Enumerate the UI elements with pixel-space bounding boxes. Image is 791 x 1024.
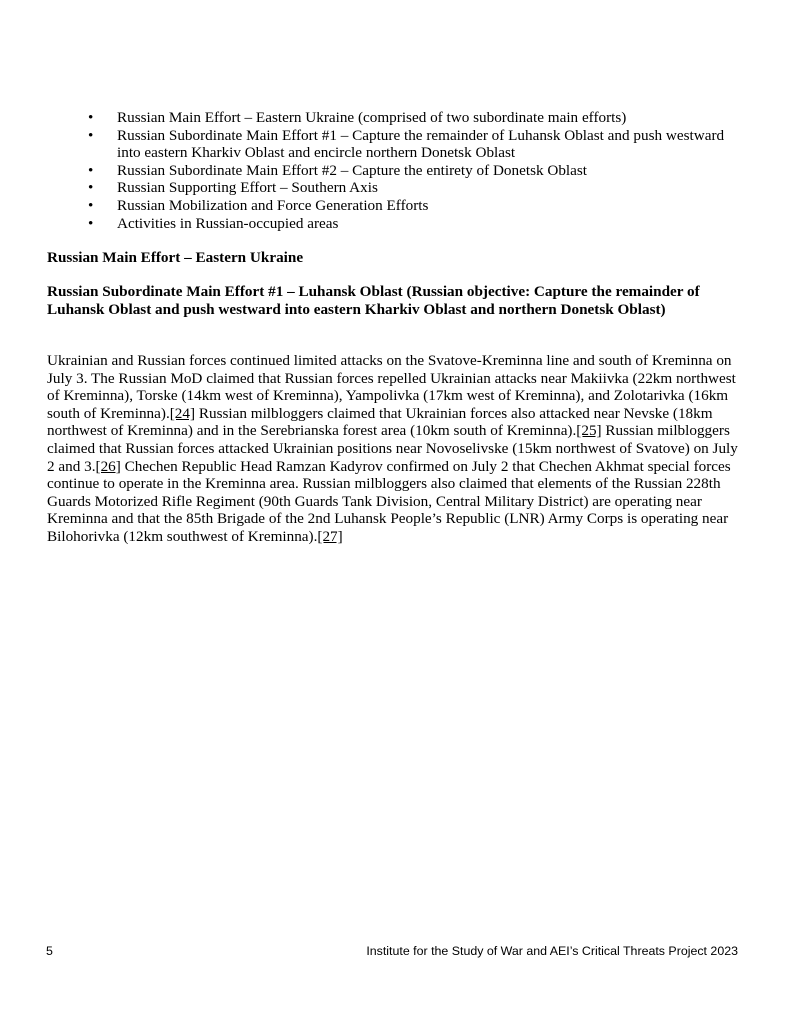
paragraph-text: Chechen Republic Head Ramzan Kadyrov confirmed on July 2 that Chechen Akhmat special forces continue to operate in the Kreminna area. Russian milbloggers also claimed that elements of the Russian 228th Guards Motorized Rifle Regiment (90th Guards Tank Division, Central Military District) are operating near Kreminna and that the 85th Brigade of the 2nd Luhansk People’s Republic (LNR) Army Corps is operating near Bilohorivka (12km southwest of Kreminna). xyxy=(47,457,731,545)
list-item xyxy=(88,127,748,162)
bullet-marker: • xyxy=(88,179,94,197)
section-heading: Russian Main Effort – Eastern Ukraine xyxy=(47,249,304,266)
list-item-text: Activities in Russian-occupied areas xyxy=(117,214,339,232)
list-item xyxy=(88,215,748,233)
list-item-text: Russian Supporting Effort – Southern Axis xyxy=(117,179,378,197)
footnote-link-24[interactable]: [24] xyxy=(169,404,196,422)
bullet-marker: • xyxy=(88,161,94,179)
body-paragraph xyxy=(47,352,747,546)
bullet-marker: • xyxy=(88,109,94,126)
list-item-text: Russian Subordinate Main Effort #1 – Capture the remainder of Luhansk Oblast and push westward into eastern Kharkiv Oblast and encircle northern Donetsk Oblast xyxy=(117,126,725,162)
bullet-marker: • xyxy=(88,214,94,232)
topic-bullet-list xyxy=(88,109,748,232)
subsection-heading: Russian Subordinate Main Effort #1 – Luhansk Oblast (Russian objective: Capture the remainder of Luhansk Oblast and push westward into eastern Kharkiv Oblast and northern Donetsk Oblast) xyxy=(47,283,700,318)
footnote-link-26[interactable]: [26] xyxy=(95,457,121,475)
list-item xyxy=(88,109,748,127)
page-number: 5 xyxy=(46,944,53,958)
paragraph-text: Russian milbloggers claimed that Russian forces attacked Ukrainian positions near Novoselivske (15km northwest of Svatove) on July 2 and 3. xyxy=(47,422,738,475)
list-item-text: Russian Subordinate Main Effort #2 – Capture the entirety of Donetsk Oblast xyxy=(117,161,588,179)
list-item xyxy=(88,179,748,197)
list-item xyxy=(88,162,748,180)
paragraph-text: Russian milbloggers claimed that Ukrainian forces also attacked near Nevske (18km northwest of Kreminna) and in the Serebrianska forest area (10km south of Kreminna). xyxy=(47,404,713,440)
list-item-text: Russian Main Effort – Eastern Ukraine (comprised of two subordinate main efforts) xyxy=(117,109,627,126)
footnote-link-27[interactable]: [27] xyxy=(317,527,343,545)
list-item xyxy=(88,197,748,215)
footer-credit: Institute for the Study of War and AEI’s Critical Threats Project 2023 xyxy=(366,944,738,958)
list-item-text: Russian Mobilization and Force Generation Efforts xyxy=(117,196,429,214)
paragraph-text: Ukrainian and Russian forces continued limited attacks on the Svatove-Kreminna line and south of Kreminna on July 3. The Russian MoD claimed that Russian forces repelled Ukrainian attacks near Makiivka (22km northwest of Kreminna), Torske (14km west of Kreminna), Yampolivka (17km west of Kreminna), and Zolotarivka (16km south of Kreminna). xyxy=(47,352,736,422)
footnote-link-25[interactable]: [25] xyxy=(576,422,602,440)
bullet-marker: • xyxy=(88,126,94,144)
bullet-marker: • xyxy=(88,196,94,214)
